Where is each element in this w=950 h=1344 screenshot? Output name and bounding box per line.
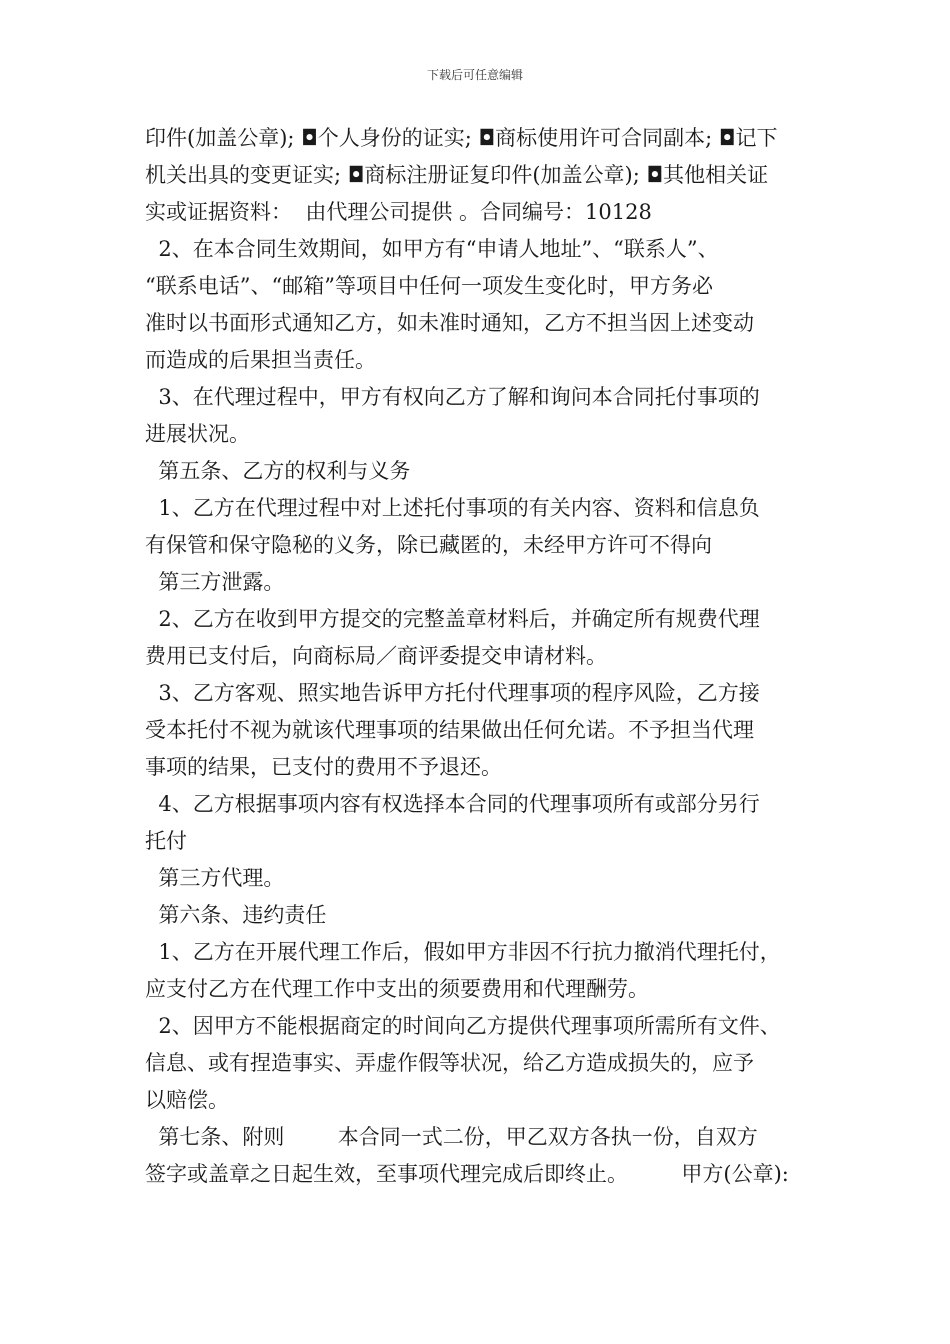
text-line: 托付: [145, 829, 187, 853]
text-line: 4、乙方根据事项内容有权选择本合同的代理事项所有或部分另行: [145, 792, 760, 816]
document-body: [145, 120, 825, 1193]
text-line: 事项的结果，已支付的费用不予退还。: [145, 755, 502, 779]
text-line: 机关出具的变更证实; ◘商标注册证复印件(加盖公章); ◘其他相关证: [145, 163, 769, 187]
text-line: 第三方泄露。: [145, 570, 285, 594]
text-line: 2、因甲方不能根据商定的时间向乙方提供代理事项所需所有文件、: [145, 1014, 781, 1038]
text-line: 1、乙方在代理过程中对上述托付事项的有关内容、资料和信息负: [145, 496, 760, 520]
section-heading: 第六条、违约责任: [145, 903, 327, 927]
page-header: 下载后可任意编辑: [426, 68, 523, 82]
text-line: 受本托付不视为就该代理事项的结果做出任何允诺。不予担当代理: [145, 718, 754, 742]
text-line: 第三方代理。: [145, 866, 285, 890]
text-line: 1、乙方在开展代理工作后，假如甲方非因不行抗力撤消代理托付，: [145, 940, 781, 964]
text-line: 准时以书面形式通知乙方，如未准时通知，乙方不担当因上述变动: [145, 311, 754, 335]
text-line: 3、在代理过程中，甲方有权向乙方了解和询问本合同托付事项的: [145, 385, 760, 409]
text-line: 费用已支付后，向商标局／商评委提交申请材料。: [145, 644, 607, 668]
text-line: 2、乙方在收到甲方提交的完整盖章材料后，并确定所有规费代理: [145, 607, 760, 631]
text-line: 3、乙方客观、照实地告诉甲方托付代理事项的程序风险，乙方接: [145, 681, 760, 705]
text-line: “联系电话”、“邮箱”等项目中任何一项发生变化时，甲方务必: [145, 274, 713, 298]
section-heading: 第七条、附则 本合同一式二份，甲乙双方各执一份，自双方: [145, 1125, 758, 1149]
text-line: 应支付乙方在代理工作中支出的须要费用和代理酬劳。: [145, 977, 649, 1001]
text-line: 以赔偿。: [145, 1088, 229, 1112]
text-line: 实或证据资料： 由代理公司提供 。合同编号：10128: [145, 200, 652, 224]
text-line: 印件(加盖公章); ◘个人身份的证实; ◘商标使用许可合同副本; ◘记下: [145, 126, 778, 150]
section-heading: 第五条、乙方的权利与义务: [145, 459, 411, 483]
text-line: 进展状况。: [145, 422, 250, 446]
text-line: 信息、或有捏造事实、弄虚作假等状况，给乙方造成损失的，应予: [145, 1051, 754, 1075]
text-line: 签字或盖章之日起生效，至事项代理完成后即终止。 甲方(公章):: [145, 1162, 789, 1186]
text-line: 而造成的后果担当责任。: [145, 348, 376, 372]
text-line: 2、在本合同生效期间，如甲方有“申请人地址”、“联系人”、: [145, 237, 719, 261]
text-line: 有保管和保守隐秘的义务，除已藏匿的，未经甲方许可不得向: [145, 533, 712, 557]
